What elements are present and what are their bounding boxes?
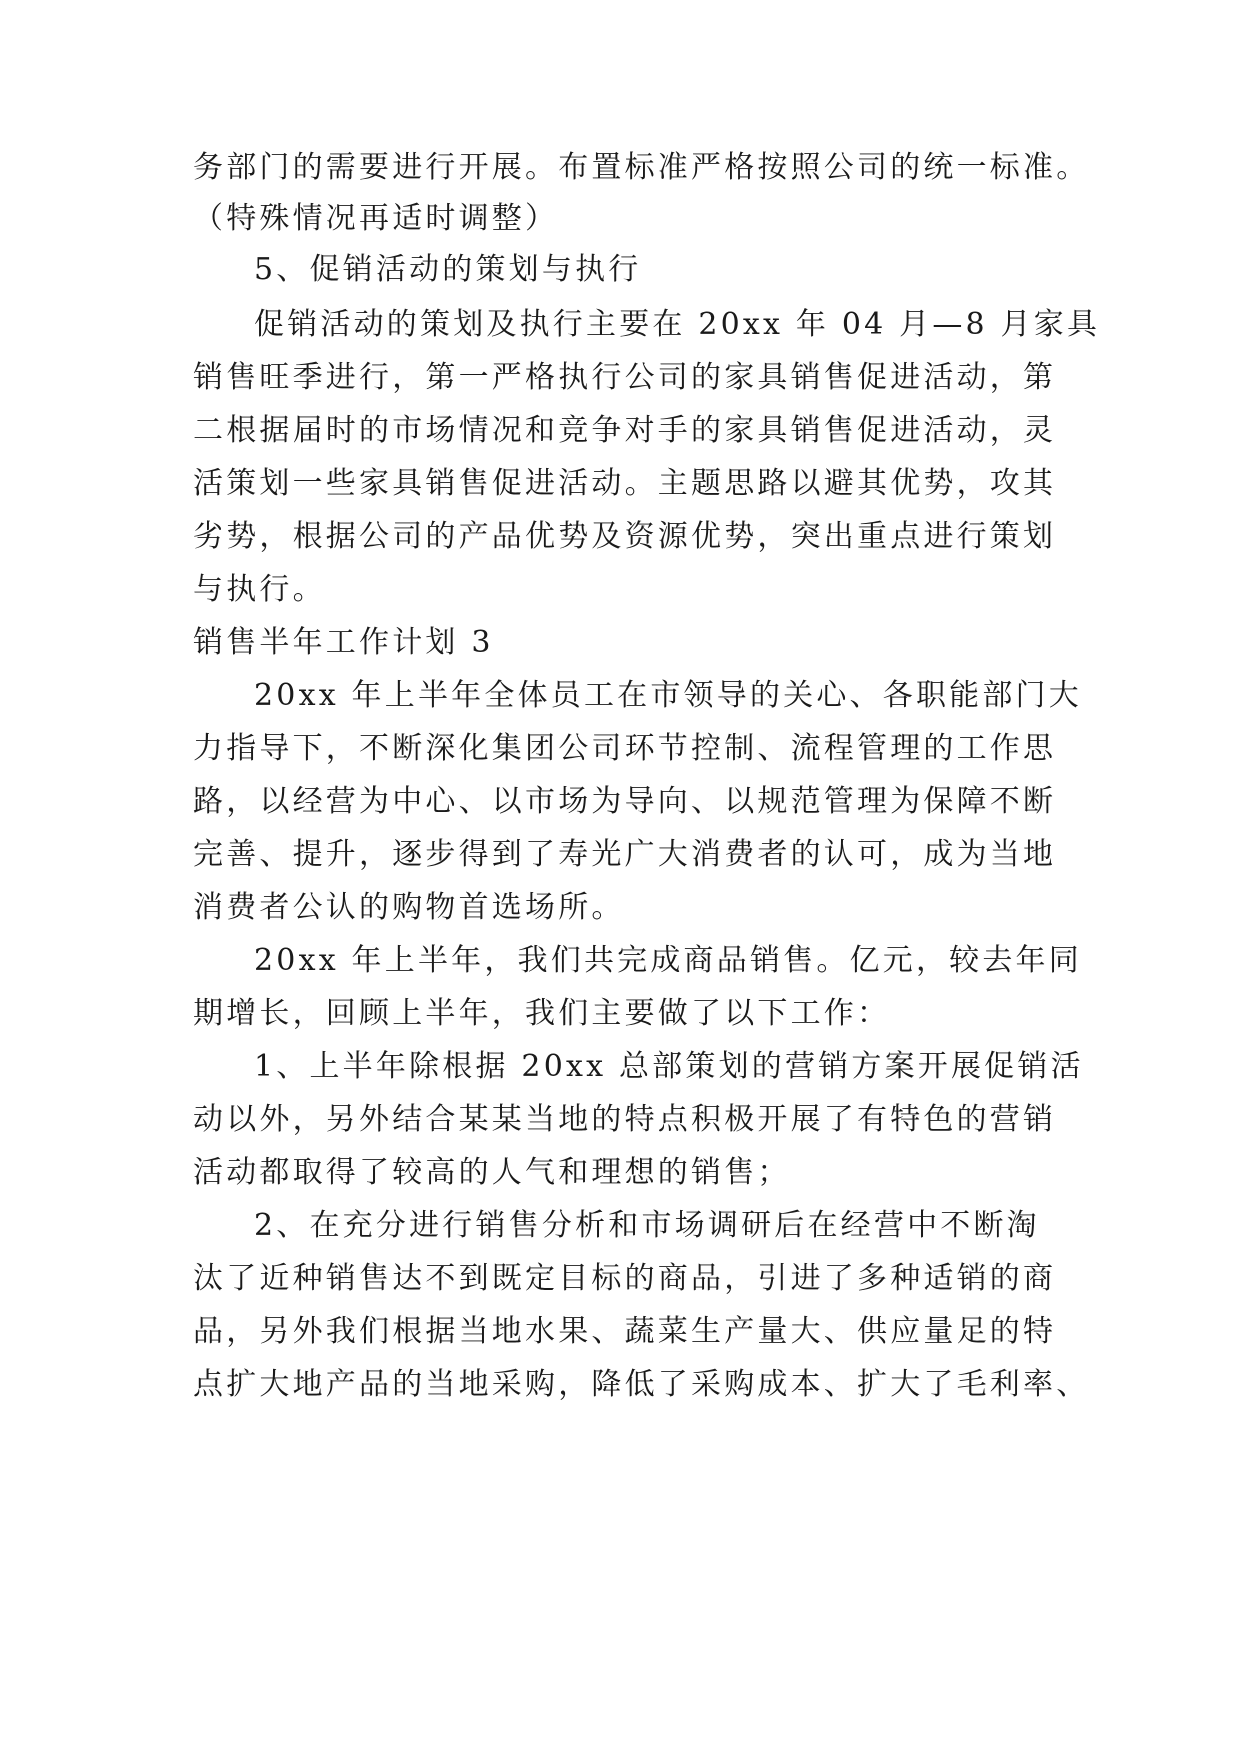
text-line: 2、在充分进行销售分析和市场调研后在经营中不断淘 [254, 1208, 1040, 1243]
text-line: 二根据届时的市场情况和竞争对手的家具销售促进活动，灵 [193, 413, 1057, 448]
text-line: 促销活动的策划及执行主要在 20xx 年 04 月—8 月家具 [254, 307, 1101, 342]
text-line: 点扩大地产品的当地采购，降低了采购成本、扩大了毛利率、 [193, 1367, 1090, 1402]
text-line: （特殊情况再适时调整） [193, 201, 559, 236]
section-title: 销售半年工作计划 3 [193, 625, 494, 660]
text-line: 20xx 年上半年，我们共完成商品销售。亿元，较去年同 [254, 943, 1082, 978]
text-line: 活策划一些家具销售促进活动。主题思路以避其优势，攻其 [193, 466, 1057, 501]
text-line: 完善、提升，逐步得到了寿光广大消费者的认可，成为当地 [193, 837, 1057, 872]
text-line: 消费者公认的购物首选场所。 [193, 890, 625, 925]
text-line: 劣势，根据公司的产品优势及资源优势，突出重点进行策划 [193, 519, 1057, 554]
text-line: 销售旺季进行，第一严格执行公司的家具销售促进活动，第 [193, 360, 1057, 395]
text-line: 期增长，回顾上半年，我们主要做了以下工作： [193, 996, 891, 1031]
text-line: 动以外，另外结合某某当地的特点积极开展了有特色的营销 [193, 1102, 1057, 1137]
text-line: 活动都取得了较高的人气和理想的销售； [193, 1155, 791, 1190]
text-line: 20xx 年上半年全体员工在市领导的关心、各职能部门大 [254, 678, 1082, 713]
text-line: 务部门的需要进行开展。布置标准严格按照公司的统一标准。 [193, 150, 1090, 185]
text-line: 品，另外我们根据当地水果、蔬菜生产量大、供应量足的特 [193, 1314, 1057, 1349]
section-heading: 5、促销活动的策划与执行 [254, 252, 642, 287]
text-line: 汰了近种销售达不到既定目标的商品，引进了多种适销的商 [193, 1261, 1057, 1296]
text-line: 力指导下，不断深化集团公司环节控制、流程管理的工作思 [193, 731, 1057, 766]
text-line: 1、上半年除根据 20xx 总部策划的营销方案开展促销活 [254, 1049, 1084, 1084]
text-line: 与执行。 [193, 572, 326, 607]
text-line: 路，以经营为中心、以市场为导向、以规范管理为保障不断 [193, 784, 1057, 819]
